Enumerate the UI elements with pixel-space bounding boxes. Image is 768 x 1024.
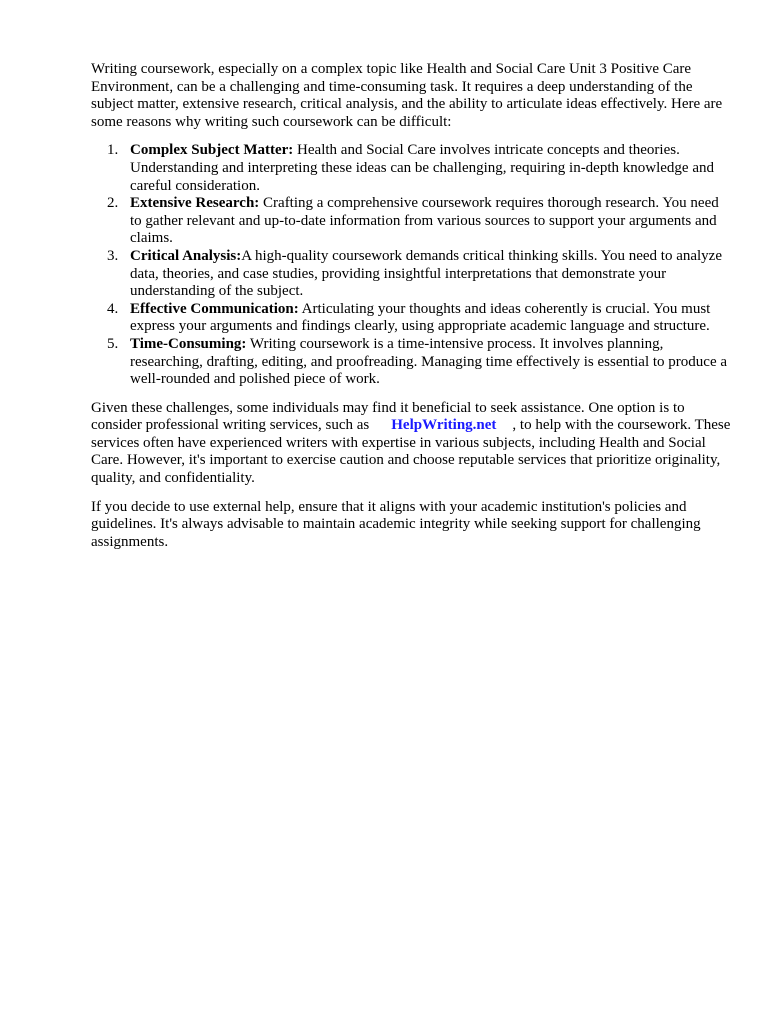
- list-text: Writing coursework is a time-intensive process. It involves planning, researching, drafting, editing, and proofreading. Managing time effectively is essential to produce a well-rounded and polished piece of work.: [130, 335, 728, 388]
- document-page: [91, 61, 731, 551]
- list-text: Articulating your thoughts and ideas coherently is crucial. You must express your arguments and findings clearly, using appropriate academic language and structure.: [130, 300, 711, 335]
- list-text: A high-quality coursework demands critical thinking skills. You need to analyze data, theories, and case studies, providing insightful interpretations that demonstrate your understanding of the subject.: [130, 247, 722, 300]
- intro-paragraph: Writing coursework, especially on a complex topic like Health and Social Care Unit 3 Positive Care Environment, can be a challenging and time-consuming task. It requires a deep understanding of the subject matter, extensive research, critical analysis, and the ability to articulate ideas effectively. Here are some reasons why writing such coursework can be difficult:: [91, 61, 723, 130]
- list-item: [91, 248, 731, 301]
- list-number: 5.: [107, 335, 119, 352]
- list-number: 2.: [107, 195, 119, 212]
- list-term: Extensive Research:: [130, 195, 260, 212]
- list-number: 1.: [107, 142, 119, 159]
- closing-paragraph: If you decide to use external help, ensure that it aligns with your academic institution's policies and guidelines. It's always advisable to maintain academic integrity while seeking support for challenging assignments.: [91, 498, 701, 550]
- list-item: [91, 301, 731, 336]
- list-term: Effective Communication:: [130, 300, 299, 317]
- list-item: [91, 336, 731, 389]
- list-item: [91, 142, 731, 195]
- assistance-paragraph: [91, 400, 731, 488]
- list-number: 4.: [107, 300, 119, 317]
- reasons-list: [91, 142, 731, 388]
- assistance-text-before: Given these challenges, some individuals may find it beneficial to seek assistance. One option is to consider professional writing services, such as: [91, 399, 685, 434]
- list-term: Time-Consuming:: [130, 335, 247, 352]
- assistance-text-after: , to help with the coursework. These services often have experienced writers with expertise in various subjects, including Health and Social Care. However, it's important to exercise caution and choose reputable services that prioritize originality, quality, and confidentiality.: [91, 417, 731, 487]
- list-text: Crafting a comprehensive coursework requires thorough research. You need to gather relevant and up-to-date information from various sources to support your arguments and claims.: [130, 195, 719, 247]
- list-text: Health and Social Care involves intricate concepts and theories. Understanding and interpreting these ideas can be challenging, requiring in-depth knowledge and careful consideration.: [130, 142, 714, 194]
- list-term: Critical Analysis:: [130, 247, 242, 264]
- helpwriting-link[interactable]: HelpWriting.net: [391, 417, 497, 434]
- list-item: [91, 195, 731, 248]
- list-term: Complex Subject Matter:: [130, 142, 294, 159]
- list-number: 3.: [107, 247, 119, 264]
